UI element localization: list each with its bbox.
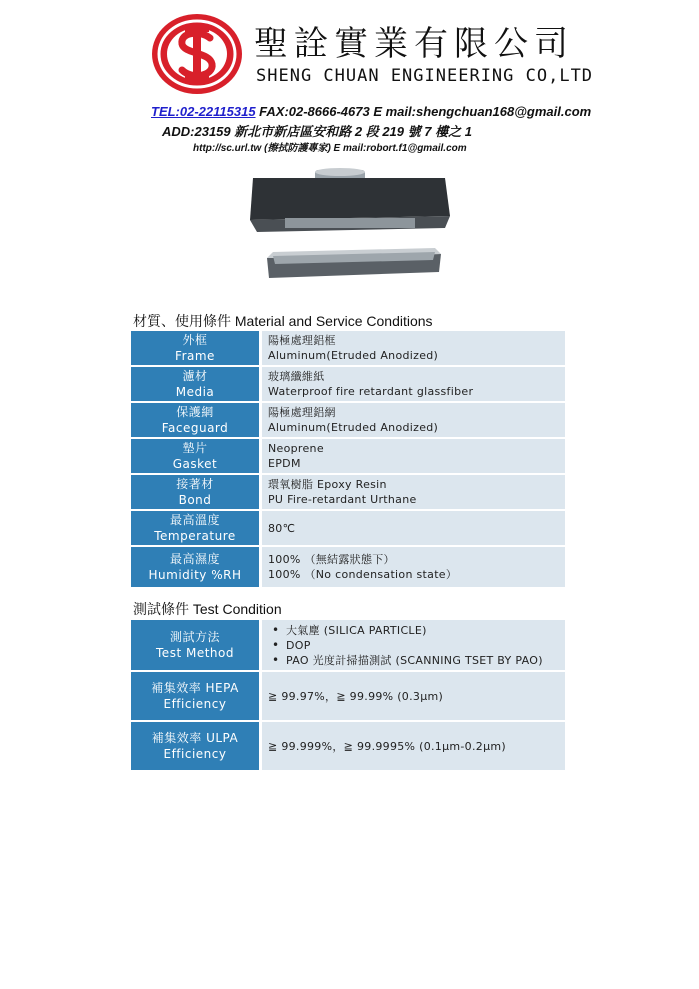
table-row	[131, 547, 565, 587]
contact-line-1	[151, 104, 591, 119]
table-row	[131, 475, 565, 509]
list-item: • 大氣塵 (SILICA PARTICLE)	[286, 623, 565, 638]
row-key: 測試方法 Test Method	[131, 620, 262, 670]
test-condition-table	[131, 618, 565, 772]
table-row	[131, 620, 565, 670]
row-value: ≧ 99.97%，≧ 99.99% (0.3μm)	[262, 672, 565, 720]
row-value	[262, 620, 565, 670]
section-title-materials: 材質、使用條件 Material and Service Conditions	[133, 313, 433, 329]
company-english-name: SHENG CHUAN ENGINEERING CO,LTD	[256, 66, 594, 86]
section-title-test: 測試條件 Test Condition	[133, 601, 282, 617]
table-row	[131, 367, 565, 401]
row-value: 環氧樹脂 Epoxy Resin PU Fire-retardant Urthane	[262, 475, 565, 509]
row-key: 接著材 Bond	[131, 475, 262, 509]
tel-link[interactable]: TEL:02-22115315	[151, 104, 256, 119]
row-value: 玻璃纖維紙 Waterproof fire retardant glassfiber	[262, 367, 565, 401]
list-item: • DOP	[286, 638, 565, 653]
table-row	[131, 511, 565, 545]
row-key: 保護網 Faceguard	[131, 403, 262, 437]
row-value: Neoprene EPDM	[262, 439, 565, 473]
company-chinese-name: 聖詮實業有限公司	[254, 24, 574, 64]
table-row	[131, 331, 565, 365]
row-value: 80℃	[262, 511, 565, 545]
row-key: 補集效率 HEPA Efficiency	[131, 672, 262, 720]
table-row	[131, 722, 565, 770]
row-value: 陽極處理鋁框 Aluminum(Etruded Anodized)	[262, 331, 565, 365]
row-key: 墊片 Gasket	[131, 439, 262, 473]
row-value: 100% （無結露狀態下） 100% （No condensation state）	[262, 547, 565, 587]
letterhead	[150, 10, 594, 100]
address-line: ADD:23159 新北市新店區安和路 2 段 219 號 7 樓之 1	[162, 124, 472, 139]
table-row	[131, 672, 565, 720]
filter-unit-image	[245, 168, 455, 283]
row-key: 補集效率 ULPA Efficiency	[131, 722, 262, 770]
row-value: ≧ 99.999%，≧ 99.9995% (0.1μm-0.2μm)	[262, 722, 565, 770]
row-key: 最高溫度 Temperature	[131, 511, 262, 545]
row-key: 外框 Frame	[131, 331, 262, 365]
row-key: 最高濕度 Humidity %RH	[131, 547, 262, 587]
list-item: • PAO 光度計掃描測試 (SCANNING TSET BY PAO)	[286, 653, 565, 668]
row-value: 陽極處理鋁網 Aluminum(Etruded Anodized)	[262, 403, 565, 437]
fax-mail-text: FAX:02-8666-4673 E mail:shengchuan168@gmail.com	[255, 104, 592, 119]
company-logo	[150, 12, 244, 96]
materials-table	[131, 329, 565, 589]
test-method-list	[268, 623, 565, 668]
row-key: 濾材 Media	[131, 367, 262, 401]
web-mail-line: http://sc.url.tw (擦拭防護專家) E mail:robort.f1@gmail.com	[193, 143, 467, 154]
table-row	[131, 439, 565, 473]
table-row	[131, 403, 565, 437]
